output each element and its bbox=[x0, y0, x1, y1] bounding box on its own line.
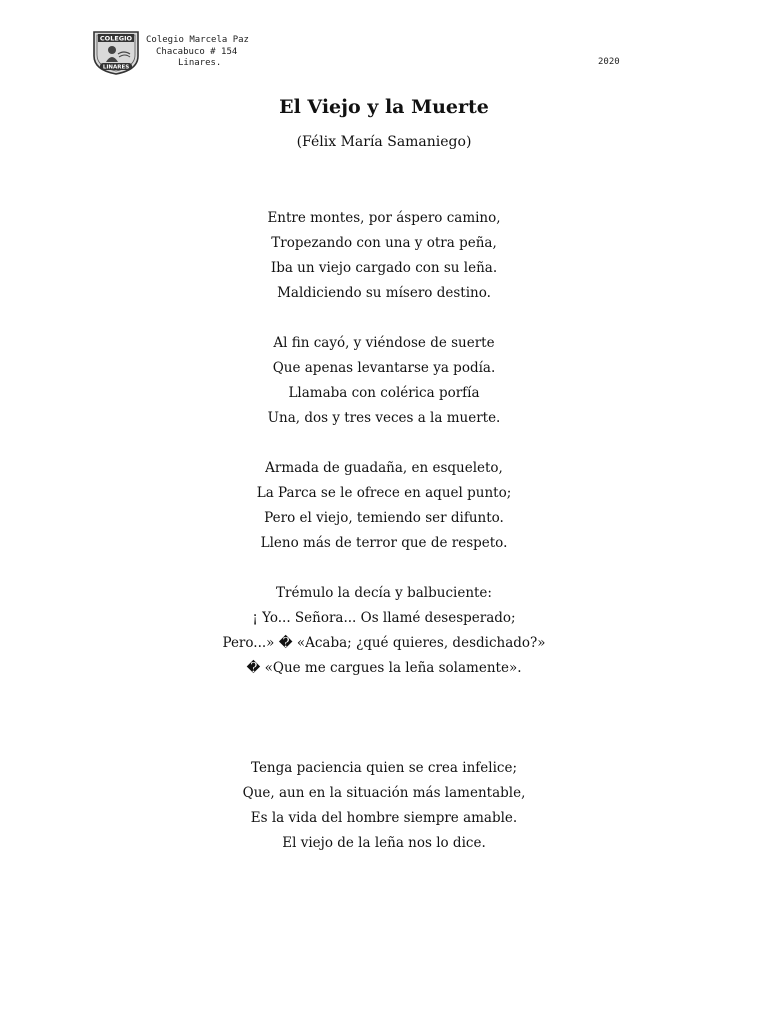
document-year: 2020 bbox=[598, 57, 620, 67]
verse: ¡ Yo... Señora... Os llamé desesperado; bbox=[252, 610, 516, 626]
school-info bbox=[146, 35, 266, 70]
verse: Tropezando con una y otra peña, bbox=[271, 235, 497, 251]
verse: El viejo de la leña nos lo dice. bbox=[282, 835, 486, 851]
stanza-1 bbox=[0, 206, 768, 306]
verse: Que apenas levantarse ya podía. bbox=[272, 360, 496, 376]
verse: Iba un viejo cargado con su leña. bbox=[270, 260, 498, 276]
verse: La Parca se le ofrece en aquel punto; bbox=[256, 485, 512, 501]
verse: Lleno más de terror que de respeto. bbox=[260, 535, 508, 551]
verse: Es la vida del hombre siempre amable. bbox=[250, 810, 518, 826]
logo-bottom-text: LINARES bbox=[102, 64, 130, 71]
stanza-4 bbox=[0, 581, 768, 681]
poem-title: El Viejo y la Muerte bbox=[279, 96, 489, 118]
verse: Maldiciendo su mísero destino. bbox=[277, 285, 491, 301]
verse: Tenga paciencia quien se crea infelice; bbox=[250, 760, 517, 776]
stanza-3 bbox=[0, 456, 768, 556]
logo-top-text: COLEGIO bbox=[99, 34, 133, 43]
stanza-2 bbox=[0, 331, 768, 431]
school-address: Chacabuco # 154 bbox=[156, 46, 238, 57]
verse: Pero...» � «Acaba; ¿qué quieres, desdichado?» bbox=[222, 635, 546, 651]
stanza-moral bbox=[0, 756, 768, 856]
poem-body bbox=[0, 206, 768, 881]
verse: Entre montes, por áspero camino, bbox=[267, 210, 501, 226]
school-city: Linares. bbox=[178, 58, 222, 68]
verse: Pero el viejo, temiendo ser difunto. bbox=[264, 510, 504, 526]
verse: � «Que me cargues la leña solamente». bbox=[246, 660, 522, 676]
verse: Al fin cayó, y viéndose de suerte bbox=[273, 335, 495, 351]
verse: Armada de guadaña, en esqueleto, bbox=[265, 460, 503, 476]
verse: Que, aun en la situación más lamentable, bbox=[242, 785, 526, 801]
school-name: Colegio Marcela Paz bbox=[146, 35, 249, 45]
verse: Llamaba con colérica porfía bbox=[288, 385, 480, 401]
poem-author: (Félix María Samaniego) bbox=[296, 134, 472, 150]
document-header bbox=[0, 0, 768, 90]
school-crest-logo bbox=[88, 28, 144, 76]
verse: Trémulo la decía y balbuciente: bbox=[276, 585, 492, 601]
verse: Una, dos y tres veces a la muerte. bbox=[267, 410, 501, 426]
